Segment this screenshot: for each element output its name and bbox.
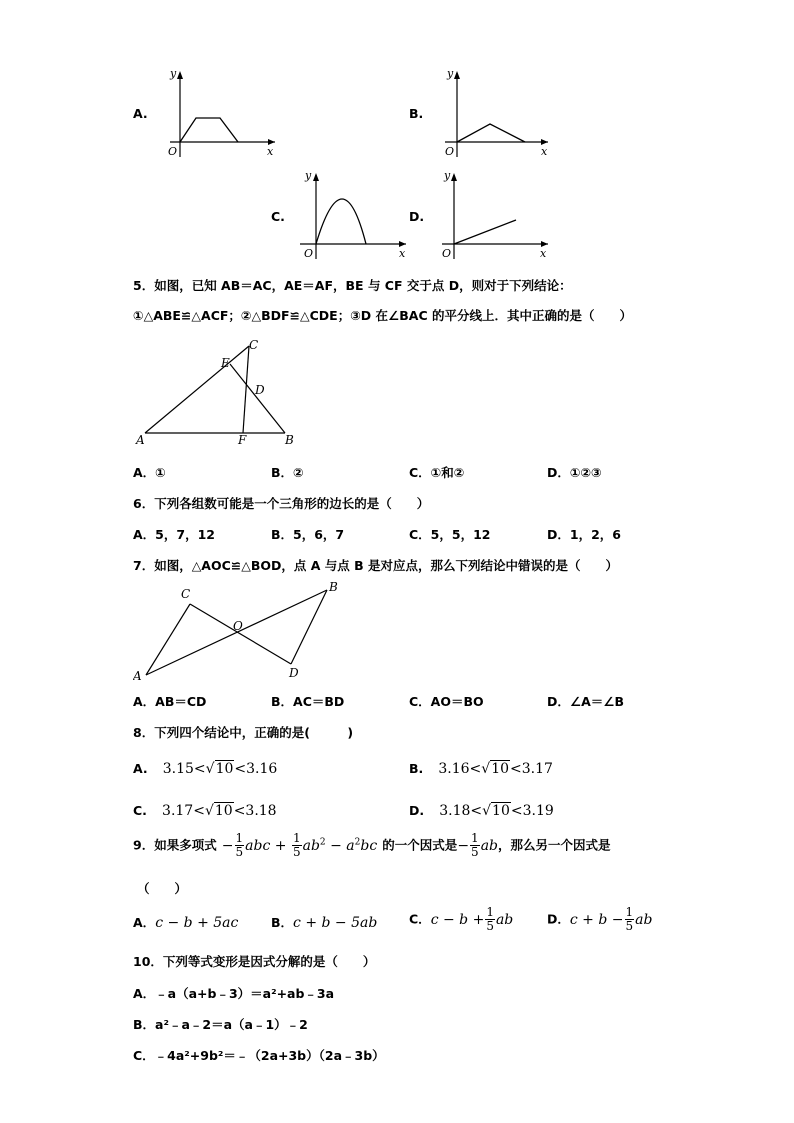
q6-option-c[interactable]: C．5，5，12 [409, 527, 491, 542]
q8-option-b-label: B. [409, 761, 424, 776]
point-o-label: O [233, 619, 243, 633]
q8-b-right: 3.17 [521, 761, 553, 777]
q9-option-a[interactable] [133, 912, 238, 931]
point-b-label: B [285, 433, 294, 447]
axis-y-label: y [305, 169, 312, 182]
radicand: 10 [492, 803, 510, 819]
q7-option-c[interactable]: C．AO＝BO [409, 694, 484, 709]
q8-option-b[interactable] [409, 758, 553, 777]
q8-option-a-expr: 3.15<√10<3.16 [162, 761, 278, 777]
q6-option-b[interactable]: B．5，6，7 [271, 527, 345, 542]
frac-num: 1 [471, 831, 479, 845]
frac-num: 1 [292, 831, 301, 845]
q8-option-a-label: A. [133, 761, 148, 776]
q9-option-d[interactable] [547, 906, 652, 933]
q9-option-b[interactable] [271, 912, 377, 931]
origin-label: O [442, 247, 452, 260]
radicand: 10 [215, 761, 234, 777]
q9-paren: （ ） [137, 881, 188, 896]
q8-stem: 8．下列四个结论中，正确的是( ) [133, 725, 354, 740]
q5-option-d[interactable]: D．①②③ [547, 465, 602, 480]
q9-option-c[interactable] [409, 906, 513, 933]
q9-option-c-expr: c − b + [430, 911, 485, 928]
axis-y-label: y [447, 67, 454, 80]
q8-c-left: 3.17 [162, 803, 194, 819]
axis-x-label: x [399, 247, 406, 260]
frac-num: 1 [486, 905, 494, 919]
point-a-label: A [133, 669, 142, 683]
origin-label: O [304, 247, 314, 260]
q9-option-b-label: B． [271, 915, 294, 930]
q8-d-left: 3.18 [439, 803, 471, 819]
q10-option-a[interactable]: A．﹣a（a+b﹣3）＝a²+ab﹣3a [133, 986, 335, 1001]
q4-graph-a [160, 65, 285, 160]
point-d-label: D [255, 383, 265, 397]
lt-sign: < [193, 761, 206, 777]
frac-den: 5 [292, 845, 301, 859]
frac-den: 5 [486, 919, 494, 933]
exponent: 2 [319, 836, 326, 847]
q9-option-c-label: C． [409, 911, 431, 927]
q8-option-c-label: C. [133, 803, 147, 818]
axis-y-label: y [444, 169, 451, 182]
q9-option-d-label: D． [547, 911, 570, 927]
q4-graph-b [440, 65, 555, 160]
radicand: 10 [214, 803, 233, 819]
lt-sign: < [510, 803, 523, 819]
q8-option-a[interactable] [133, 758, 277, 777]
q8-option-b-expr: 3.16<√10<3.17 [438, 761, 553, 777]
frac-num: 1 [625, 905, 634, 919]
axis-x-label: x [540, 247, 547, 260]
q8-a-left: 3.15 [162, 761, 194, 777]
q6-option-d[interactable]: D．1，2，6 [547, 527, 621, 542]
q5-option-b[interactable]: B．② [271, 465, 304, 480]
lt-sign: < [469, 761, 482, 777]
q9-stem: 9．如果多项式 − $\frac{1}{5}$ abc + $\frac{1}{5}$ $ab^2 - a^2bc$ 的一个因式是− $\frac{1}{5}$ ab，那么另一个因式是 [133, 831, 611, 859]
q8-c-right: 3.18 [245, 803, 277, 819]
lt-sign: < [233, 803, 246, 819]
q10-option-c[interactable]: C．﹣4a²+9b²＝﹣（2a+3b）（2a﹣3b） [133, 1048, 385, 1063]
q8-option-c[interactable] [133, 800, 277, 819]
q5-option-a[interactable]: A．① [133, 465, 166, 480]
term-a: a [346, 837, 355, 854]
q9-stem-part-b: 的一个因式是 [382, 837, 458, 853]
q5-stem: 5．如图，已知 AB＝AC，AE＝AF，BE 与 CF 交于点 D，则对于下列结论： [133, 278, 572, 293]
frac-den: 5 [471, 845, 479, 859]
q8-a-right: 3.16 [246, 761, 278, 777]
lt-sign: < [193, 803, 205, 819]
q8-b-left: 3.16 [438, 761, 470, 777]
q9-option-b-expr: c + b − 5ab [293, 915, 378, 931]
q9-option-d-expr: c + b − [569, 911, 624, 928]
q8-d-right: 3.19 [522, 803, 554, 819]
axis-x-label: x [267, 145, 274, 158]
point-f-label: F [238, 433, 247, 447]
origin-label: O [168, 145, 178, 158]
q9-stem-part-a: 9．如果多项式 [133, 837, 217, 853]
q9-stem-part-c: ，那么另一个因式是 [498, 837, 611, 853]
lt-sign: < [510, 761, 522, 777]
origin-label: O [445, 145, 455, 158]
q8-option-c-expr: 3.17<√10<3.18 [162, 803, 277, 819]
term-abc: abc [245, 837, 271, 854]
axis-y-label: y [170, 67, 177, 80]
q9-polynomial: − $\frac{1}{5}$ abc + $\frac{1}{5}$ $ab^2 - a^2bc$ [221, 831, 378, 859]
q10-option-b[interactable]: B．a²﹣a﹣2＝a（a﹣1）﹣2 [133, 1017, 308, 1032]
term-ab: ab [635, 911, 653, 928]
q4-graph-d [438, 167, 553, 262]
lt-sign: < [234, 761, 247, 777]
q7-figure [133, 578, 348, 688]
point-b-label: B [329, 580, 338, 594]
term-bc: bc [360, 837, 378, 854]
point-a-label: A [136, 433, 145, 447]
frac-num: 1 [235, 831, 244, 845]
q4-option-d-label: D. [409, 209, 425, 224]
q4-option-a-label: A. [133, 106, 148, 121]
term-ab: ab [302, 837, 320, 854]
q9-option-a-label: A． [133, 915, 156, 930]
q4-graph-c [296, 167, 411, 262]
q10-stem: 10．下列等式变形是因式分解的是（ ） [133, 954, 376, 969]
q8-option-d-label: D. [409, 803, 425, 818]
radicand: 10 [491, 761, 510, 777]
q4-option-b-label: B. [409, 106, 424, 121]
q7-stem: 7．如图，△AOC≌△BOD，点 A 与点 B 是对应点，那么下列结论中错误的是（ ） [133, 558, 619, 573]
exponent: 2 [354, 836, 361, 847]
q4-option-c-label: C. [271, 209, 285, 224]
q8-option-d[interactable] [409, 800, 554, 819]
axis-x-label: x [541, 145, 548, 158]
frac-den: 5 [625, 919, 634, 933]
point-c-label: C [181, 587, 191, 601]
point-d-label: D [289, 666, 299, 680]
q5-stem-line2: ①△ABE≌△ACF；②△BDF≌△CDE；③D 在∠BAC 的平分线上．其中正确的是（ ） [133, 308, 632, 323]
q9-option-a-expr: c − b + 5ac [155, 915, 239, 931]
q5-figure [133, 336, 303, 451]
q7-option-a[interactable]: A．AB＝CD [133, 694, 207, 709]
term-ab: ab [480, 837, 498, 854]
q8-option-d-expr: 3.18<√10<3.19 [439, 803, 554, 819]
q6-stem: 6．下列各组数可能是一个三角形的边长的是（ ） [133, 496, 430, 511]
point-c-label: C [249, 338, 259, 352]
frac-den: 5 [235, 845, 244, 859]
term-ab: ab [495, 911, 514, 928]
q6-option-a[interactable]: A．5，7，12 [133, 527, 215, 542]
q5-option-c[interactable]: C．①和② [409, 465, 465, 480]
point-e-label: E [221, 356, 230, 370]
q7-option-b[interactable]: B．AC＝BD [271, 694, 345, 709]
q7-option-d[interactable]: D．∠A＝∠B [547, 694, 624, 709]
lt-sign: < [470, 803, 483, 819]
